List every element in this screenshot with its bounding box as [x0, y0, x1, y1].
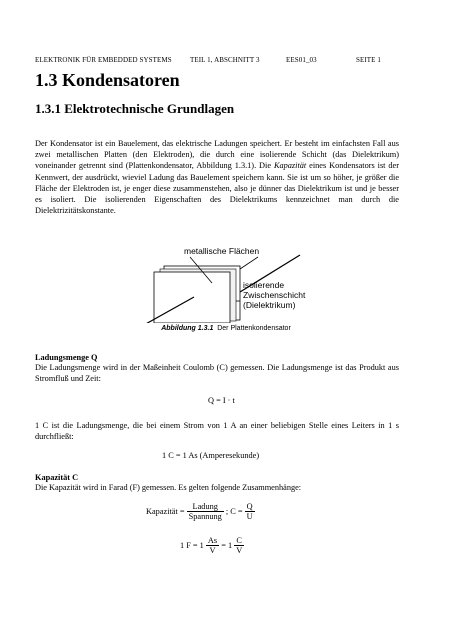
intro-part2: eines Kondensators ist der Kennwert, der ausdrückt, wieviel Ladung das Bauelement speichern kann. Sie ist um so höher, je größer die Fläche der Elektroden ist, je enger diese zusammenstehen, also je dünner das Dielektrikum ist und je besser es isoliert. Die isolierenden Eigenschaften des Dielektrikums kennzeichnet man durch die Dielektrizitätskonstante. [35, 161, 399, 216]
label-plates: metallische Flächen [184, 246, 260, 256]
f1-lhs: Kapazität = [146, 507, 185, 516]
header-section: TEIL 1, ABSCHNITT 3 [190, 56, 260, 64]
capacity-text: Die Kapazität wird in Farad (F) gemessen. Es gelten folgende Zusammenhänge: [35, 483, 302, 492]
caption-text: Der Plattenkondensator [217, 325, 291, 332]
f2-fraction-1 [206, 536, 219, 555]
header-page: SEITE 1 [356, 56, 382, 64]
f1-c-fraction [245, 502, 255, 521]
figure-caption [0, 325, 452, 332]
f2-fraction-2 [234, 536, 244, 555]
page-title: 1.3 Kondensatoren [35, 70, 180, 90]
capacity-formula-1 [146, 502, 255, 521]
f2-numerator-2: C [234, 536, 244, 546]
label-layer-2: Zwischenschicht [243, 290, 306, 300]
intro-part1: Der Kondensator ist ein Bauelement, das elektrische Ladungen speichert. Er besteht im einfachsten Fall aus zwei metallischen Platten (den Elektroden), die durch eine isolierende Schicht (das Dielektrikum) voneinander getrennt sind (Plattenkondensator, Abbildung 1.3.1). Die [35, 139, 399, 171]
f2-lhs: 1 F = 1 [180, 541, 204, 550]
header-code: EES01_03 [286, 56, 317, 64]
f2-denominator-2: V [236, 546, 243, 555]
caption-number: Abbildung 1.3.1 [161, 325, 214, 332]
f1-fraction [187, 502, 224, 521]
charge-text2: 1 C ist die Ladungsmenge, die bei einem Strom von 1 A an einer beliebigen Stelle eines Leiters in 1 s durchfließt: [35, 421, 399, 442]
capacitor-figure [140, 245, 320, 323]
intro-term: Kapazität [273, 161, 307, 171]
label-layer-3: (Dielektrikum) [243, 300, 296, 310]
f1-numerator: Ladung [187, 502, 224, 512]
charge-text: Die Ladungsmenge wird in der Maßeinheit Coulomb (C) gemessen. Die Ladungsmenge ist das Produkt aus Stromfluß und Zeit: [35, 363, 399, 384]
f1-denominator: Spannung [188, 512, 222, 521]
f2-denominator-1: V [209, 546, 216, 555]
charge-formula2: 1 C = 1 As (Amperesekunde) [162, 451, 260, 460]
header-course: ELEKTRONIK FÜR EMBEDDED SYSTEMS [35, 56, 172, 64]
f1-separator: ; [225, 507, 229, 516]
charge-heading: Ladungsmenge Q [35, 353, 98, 362]
label-layer-1: isolierende [243, 280, 285, 290]
f2-equals: = 1 [221, 541, 233, 550]
capacity-formula-2 [180, 536, 244, 555]
capacity-heading: Kapazität C [35, 473, 79, 482]
f1-c-numerator: Q [246, 502, 253, 511]
charge-formula: Q = I · t [208, 396, 235, 405]
f1-c-lhs: C = [230, 507, 243, 516]
f1-c-denominator: U [246, 512, 253, 521]
section-title: 1.3.1 Elektrotechnische Grundlagen [35, 101, 235, 116]
intro-paragraph [35, 138, 399, 216]
f2-numerator-1: As [207, 536, 218, 545]
